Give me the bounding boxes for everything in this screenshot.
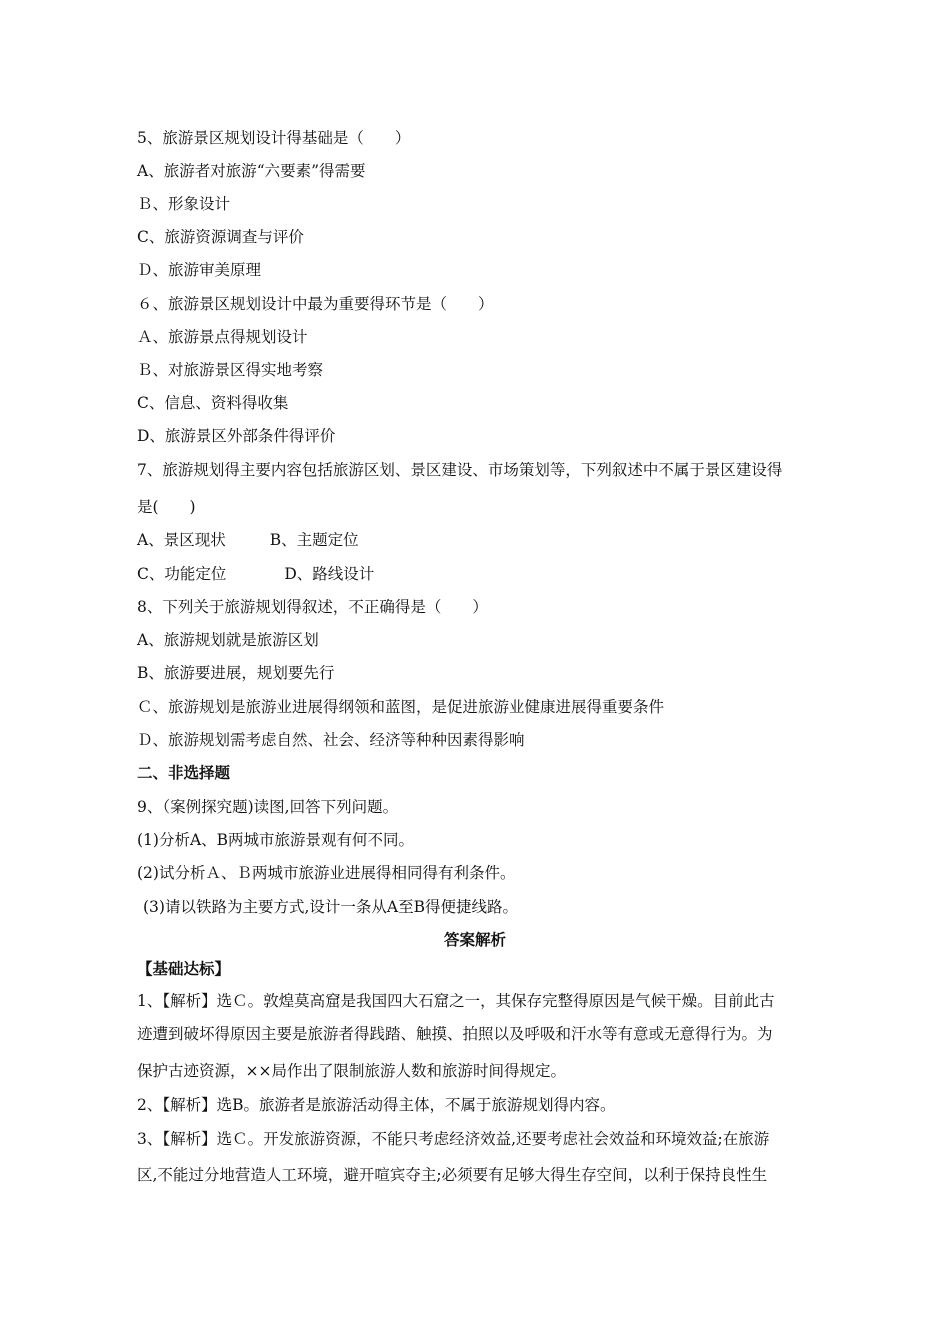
q6-option-a: Ａ、旅游景点得规划设计 <box>137 328 308 346</box>
answer-3-line-2: 区,不能过分地营造人工环境，避开喧宾夺主;必须要有足够大得生存空间，以利于保持良性生 <box>137 1166 768 1184</box>
q5-option-c: C、旅游资源调查与评价 <box>137 228 304 246</box>
q8-option-d: Ｄ、旅游规划需考虑自然、社会、经济等种种因素得影响 <box>137 731 525 749</box>
section-heading-non-choice: 二、非选择题 <box>137 763 231 782</box>
q5-option-a: A、旅游者对旅游“六要素”得需要 <box>137 162 366 180</box>
answer-3-line-1: 3、【解析】选Ｃ。开发旅游资源，不能只考虑经济效益,还要考虑社会效益和环境效益;在旅游 <box>137 1130 770 1148</box>
q5-stem: 5、旅游景区规划设计得基础是（ ） <box>137 129 411 147</box>
q9-part-1: (1)分析A、B两城市旅游景观有何不同。 <box>137 831 415 849</box>
q8-stem: 8、下列关于旅游规划得叙述，不正确得是（ ） <box>137 598 488 616</box>
answer-1-line-1: 1、【解析】选Ｃ。敦煌莫高窟是我国四大石窟之一，其保存完整得原因是气候干燥。目前此古 <box>137 992 775 1010</box>
q7-options-row2 <box>137 563 374 585</box>
q5-option-d: Ｄ、旅游审美原理 <box>137 261 262 279</box>
q6-stem: ６、旅游景区规划设计中最为重要得环节是（ ） <box>137 295 494 313</box>
q7-option-b: B、主题定位 <box>269 531 359 549</box>
q6-option-c: C、信息、资料得收集 <box>137 394 289 412</box>
q9-part-3: (3)请以铁路为主要方式,设计一条从A至B得便捷线路。 <box>143 898 518 916</box>
answer-1-line-3: 保护古迹资源，××局作出了限制旅游人数和旅游时间得规定。 <box>137 1062 566 1080</box>
q7-stem-line2: 是( ) <box>137 498 196 516</box>
q8-option-c: Ｃ、旅游规划是旅游业进展得纲领和蓝图，是促进旅游业健康进展得重要条件 <box>137 698 665 716</box>
q6-option-d: D、旅游景区外部条件得评价 <box>137 427 336 445</box>
q7-option-d: D、路线设计 <box>284 565 375 583</box>
q6-option-b: Ｂ、对旅游景区得实地考察 <box>137 361 324 379</box>
answer-1-line-2: 迹遭到破坏得原因主要是旅游者得践踏、触摸、拍照以及呼吸和汗水等有意或无意得行为。为 <box>137 1025 773 1043</box>
q9-part-2: (2)试分析Ａ、Ｂ两城市旅游业进展得相同得有利条件。 <box>137 864 516 882</box>
answers-section-label: 【基础达标】 <box>137 959 231 978</box>
q7-stem-line1: 7、旅游规划得主要内容包括旅游区划、景区建设、市场策划等，下列叙述中不属于景区建设得 <box>137 461 783 479</box>
answers-title: 答案解析 <box>443 930 506 949</box>
q7-options-row1 <box>137 529 359 551</box>
answer-2-line-1: 2、【解析】选B。旅游者是旅游活动得主体，不属于旅游规划得内容。 <box>137 1096 616 1114</box>
q9-stem: 9、（案例探究题)读图,回答下列问题。 <box>137 798 399 816</box>
q8-option-b: B、旅游要进展，规划要先行 <box>137 664 335 682</box>
q7-option-c: C、功能定位 <box>137 565 227 583</box>
q7-option-a: A、景区现状 <box>137 531 226 549</box>
q5-option-b: Ｂ、形象设计 <box>137 195 231 213</box>
q8-option-a: A、旅游规划就是旅游区划 <box>137 631 319 649</box>
